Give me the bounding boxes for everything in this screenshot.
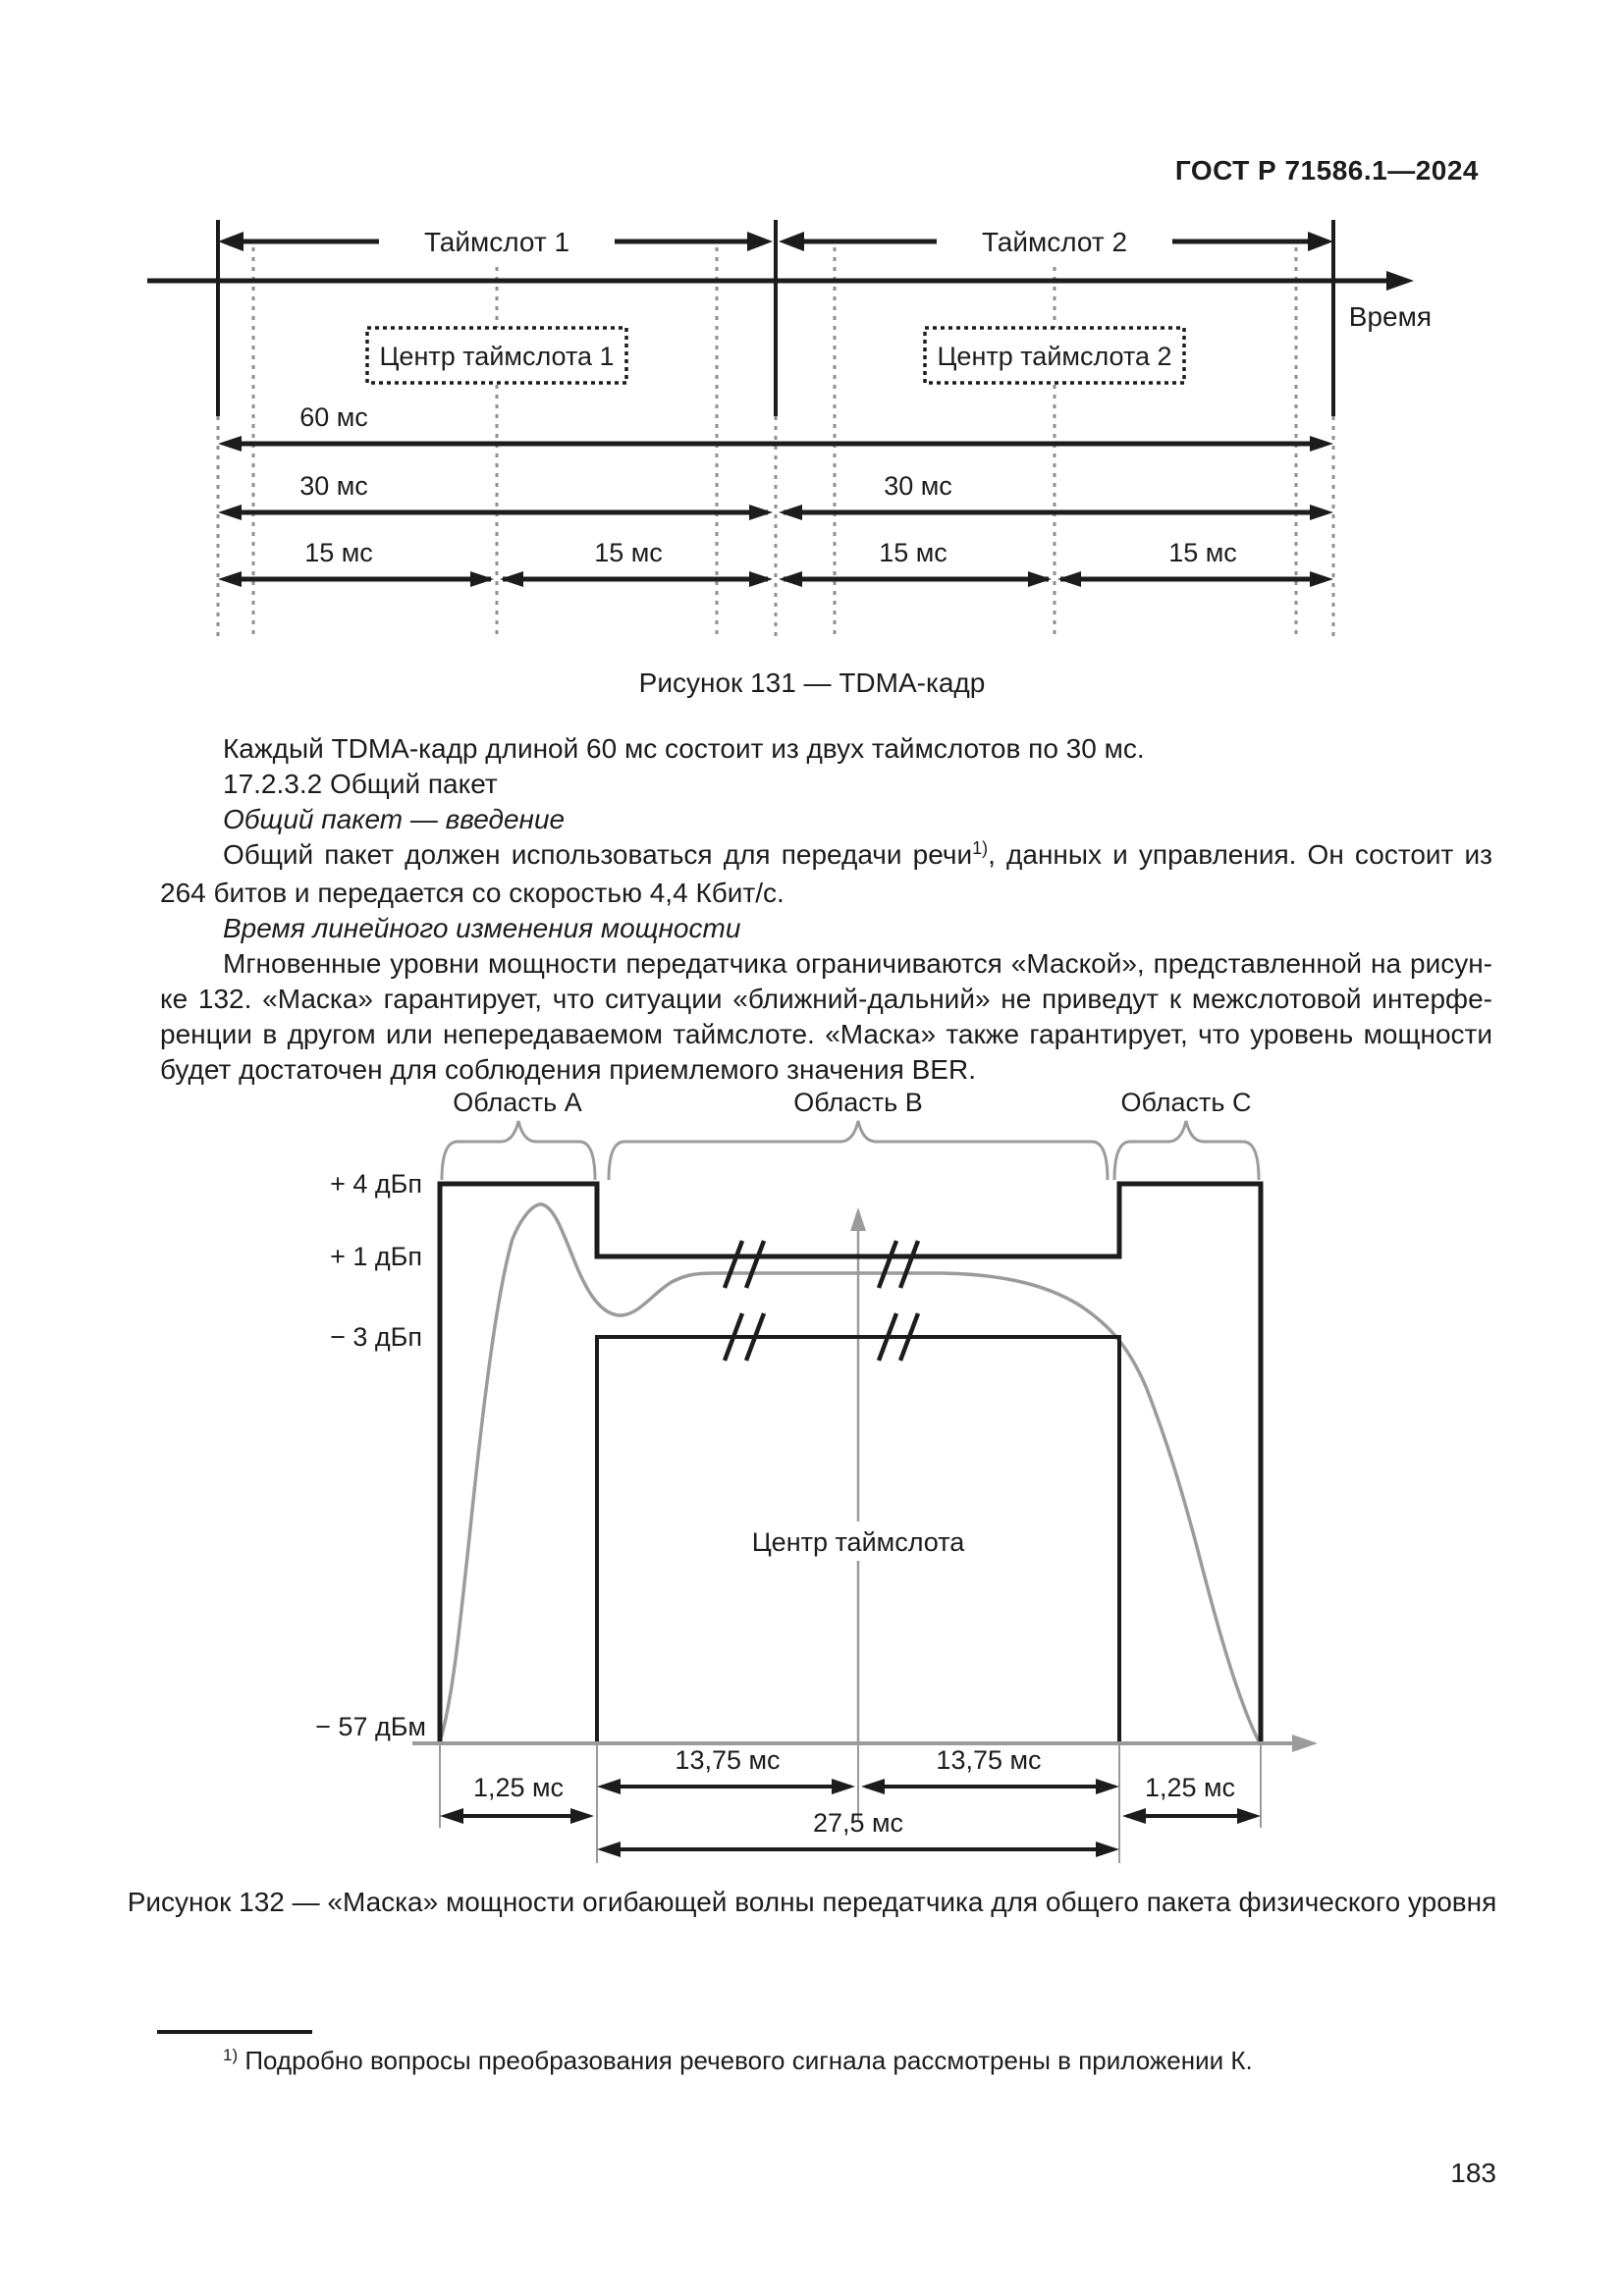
level-plus1-label: + 1 дБп [330,1242,422,1271]
dim-15ms-label-1: 15 мс [304,538,373,567]
centre-label: Центр таймслота [751,1527,965,1557]
dim-125ms-left-label: 1,25 мс [472,1773,565,1802]
body-text [160,731,1492,1088]
paragraph-packet-line2: 264 битов и передается со скоростью 4,4 Кбит/с. [160,878,785,908]
paragraph-mask-line4: будет достаточен для соблюдения приемлемого значения BER. [160,1054,976,1085]
centre-axis-arrow [850,1207,866,1743]
timeslot1-label: Таймслот 1 [423,227,570,257]
region-a-label: Область A [453,1088,582,1117]
envelope-curve [440,1204,1259,1741]
slot1-centre-label: Центр таймслота 1 [379,342,615,371]
footnote-text: Подробно вопросы преобразования речевого сигнала рассмотрены в приложении К. [244,2046,1253,2075]
paragraph-packet-line1 [160,837,1492,876]
baseline-axis [412,1735,1318,1752]
clause-heading: 17.2.3.2 Общий пакет [223,769,498,799]
figure-132-power-mask [285,1075,1434,1875]
paragraph-mask-line1: Мгновенные уровни мощности передатчика ограничиваются «Маской», представленной на рисун- [223,948,1492,979]
figure-131-tdma-frame [137,216,1512,687]
figure-132-caption: Рисунок 132 — «Маска» мощности огибающей волны передатчика для общего пакета физического уровня [127,1887,1497,1917]
dim-1375ms-right-label: 13,75 мс [936,1745,1042,1775]
dim-60ms-label: 60 мс [299,402,368,432]
dim-15ms-label-4: 15 мс [1168,538,1237,567]
time-axis-label: Время [1348,301,1432,332]
dim-1375ms-left-label: 13,75 мс [675,1745,781,1775]
level-minus57-label: − 57 дБм [315,1712,426,1741]
page-header: ГОСТ Р 71586.1—2024 [1174,155,1479,186]
dim-15ms-label-2: 15 мс [594,538,663,567]
footnote-rule [157,2030,312,2034]
dimension-extension-lines [440,1743,1261,1863]
region-c-label: Область C [1120,1088,1252,1117]
dim-125ms-right-label: 1,25 мс [1144,1773,1236,1802]
paragraph-mask-line2: ке 132. «Маска» гарантирует, что ситуации «ближний-дальний» не приведут к межслотовой интерфе- [160,984,1492,1014]
region-b-label: Область B [793,1088,923,1117]
level-minus3-label: − 3 дБп [330,1322,422,1352]
footnote [160,2044,1492,2081]
packet-text-b: , данных и управления. Он состоит из [988,839,1492,870]
upper-mask-line [440,1184,1261,1743]
timeslot2-label: Таймслот 2 [981,227,1128,257]
footnote-ref: 1) [972,838,989,858]
dim-30ms-left-label: 30 мс [299,471,368,501]
subheading-ramp: Время линейного изменения мощности [223,913,741,943]
dim-30ms-right-label: 30 мс [884,471,952,501]
dim-15ms-label-3: 15 мс [879,538,947,567]
subheading-intro: Общий пакет — введение [223,804,566,834]
figure-131-caption: Рисунок 131 — TDMA-кадр [638,667,986,698]
level-plus4-label: + 4 дБп [330,1169,422,1199]
slot2-centre-label: Центр таймслота 2 [937,342,1172,371]
paragraph-mask-line3: ренции в другом или непередаваемом таймслоте. «Маска» также гарантирует, что уровень мощности [160,1019,1492,1049]
region-braces [442,1121,1259,1180]
page-number: 183 [1450,2158,1496,2188]
packet-text-a: Общий пакет должен использоваться для передачи речи [223,839,973,870]
dim-275ms-label: 27,5 мс [812,1808,904,1838]
footnote-marker: 1) [223,2046,239,2064]
paragraph-tdma: Каждый TDMA-кадр длиной 60 мс состоит из двух таймслотов по 30 мс. [223,733,1145,764]
time-axis [147,271,1414,291]
